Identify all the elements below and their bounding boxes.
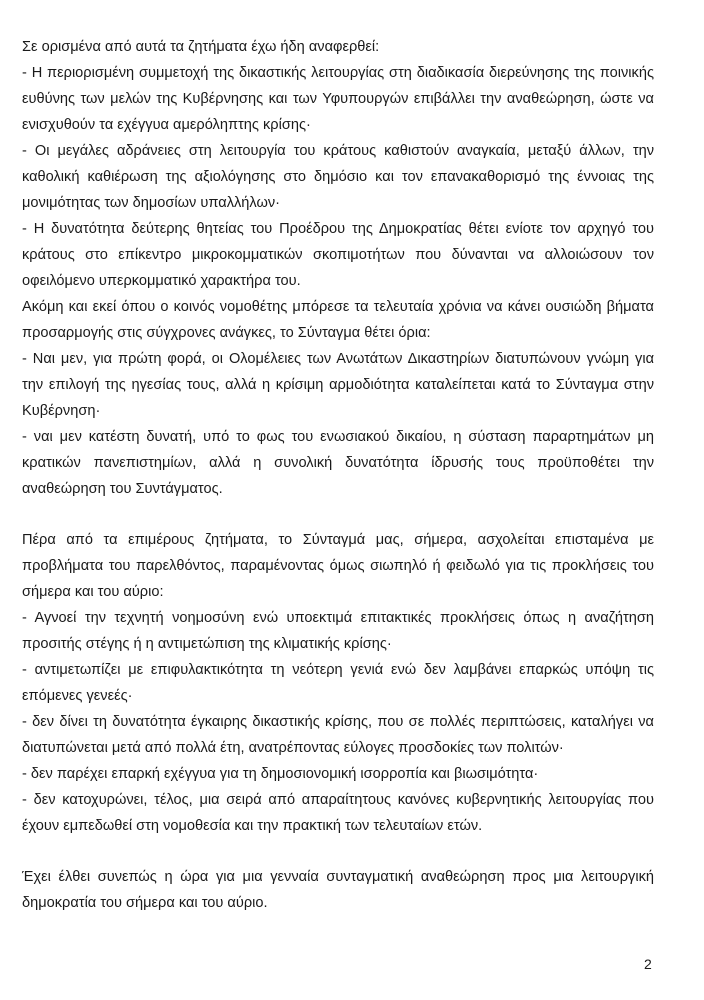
document-body: [22, 34, 654, 916]
list-item: - Ναι μεν, για πρώτη φορά, οι Ολομέλειες των Ανωτάτων Δικαστηρίων διατυπώνουν γνώμη για την επιλογή της ηγεσίας τους, αλλά η κρίσιμη αρμοδιότητα καταλείπεται κατά το Σύνταγμα στην Κυβέρνηση·: [22, 351, 654, 419]
paragraph: Ακόμη και εκεί όπου ο κοινός νομοθέτης μπόρεσε τα τελευταία χρόνια να κάνει ουσιώδη βήματα προσαρμογής στις σύγχρονες ανάγκες, το Σύνταγμα θέτει όρια:: [22, 299, 654, 341]
list-item: - δεν δίνει τη δυνατότητα έγκαιρης δικαστικής κρίσης, που σε πολλές περιπτώσεις, καταλήγει να διατυπώνεται μετά από πολλά έτη, ανατρέποντας εύλογες προσδοκίες των πολιτών·: [22, 714, 654, 756]
list-item: - Η περιορισμένη συμμετοχή της δικαστικής λειτουργίας στη διαδικασία διερεύνησης της ποινικής ευθύνης των μελών της Κυβέρνησης και των Υφυπουργών επιβάλλει την αναθεώρηση, ώστε να ενισχυθούν τα εχέγγυα αμερόληπτης κρίσης·: [22, 65, 654, 133]
paragraph: Πέρα από τα επιμέρους ζητήματα, το Σύνταγμά μας, σήμερα, ασχολείται επισταμένα με προβλήματα του παρελθόντος, παραμένοντας όμως σιωπηλό ή φειδωλό για τις προκλήσεις του σήμερα και του αύριο:: [22, 532, 654, 600]
list-item: - Οι μεγάλες αδράνειες στη λειτουργία του κράτους καθιστούν αναγκαία, μεταξύ άλλων, την καθολική καθιέρωση της αξιολόγησης στο δημόσιο και τον επανακαθορισμό της έννοιας της μονιμότητας των δημοσίων υπαλλήλων·: [22, 143, 654, 211]
list-item: - αντιμετωπίζει με επιφυλακτικότητα τη νεότερη γενιά ενώ δεν λαμβάνει επαρκώς υπόψη τις επόμενες γενεές·: [22, 662, 654, 704]
page-number: 2: [644, 956, 652, 972]
list-item: - δεν παρέχει επαρκή εχέγγυα για τη δημοσιονομική ισορροπία και βιωσιμότητα·: [22, 766, 539, 782]
closing-paragraph: Έχει έλθει συνεπώς η ώρα για μια γενναία συνταγματική αναθεώρηση προς μια λειτουργική δημοκρατία του σήμερα και του αύριο.: [22, 869, 654, 911]
list-item: - Η δυνατότητα δεύτερης θητείας του Προέδρου της Δημοκρατίας θέτει ενίοτε τον αρχηγό του κράτους στο επίκεντρο μικροκομματικών σκοπιμοτήτων που δύνανται να αλλοιώσουν τον οφειλόμενο υπερκομματικό χαρακτήρα του.: [22, 221, 654, 289]
intro-paragraph: Σε ορισμένα από αυτά τα ζητήματα έχω ήδη αναφερθεί:: [22, 39, 380, 55]
paragraph-gap: [22, 502, 654, 527]
list-item: - δεν κατοχυρώνει, τέλος, μια σειρά από απαραίτητους κανόνες κυβερνητικής λειτουργίας που έχουν εμπεδωθεί στη νομοθεσία και την πρακτική των τελευταίων ετών.: [22, 792, 654, 834]
paragraph-gap: [22, 839, 654, 864]
list-item: - ναι μεν κατέστη δυνατή, υπό το φως του ενωσιακού δικαίου, η σύσταση παραρτημάτων μη κρατικών πανεπιστημίων, αλλά η συνολική δυνατότητα ίδρυσής τους προϋποθέτει την αναθεώρηση του Συντάγματος.: [22, 429, 654, 497]
list-item: - Αγνοεί την τεχνητή νοημοσύνη ενώ υποεκτιμά επιτακτικές προκλήσεις όπως η αναζήτηση προσιτής στέγης ή η αντιμετώπιση της κλιματικής κρίσης·: [22, 610, 654, 652]
